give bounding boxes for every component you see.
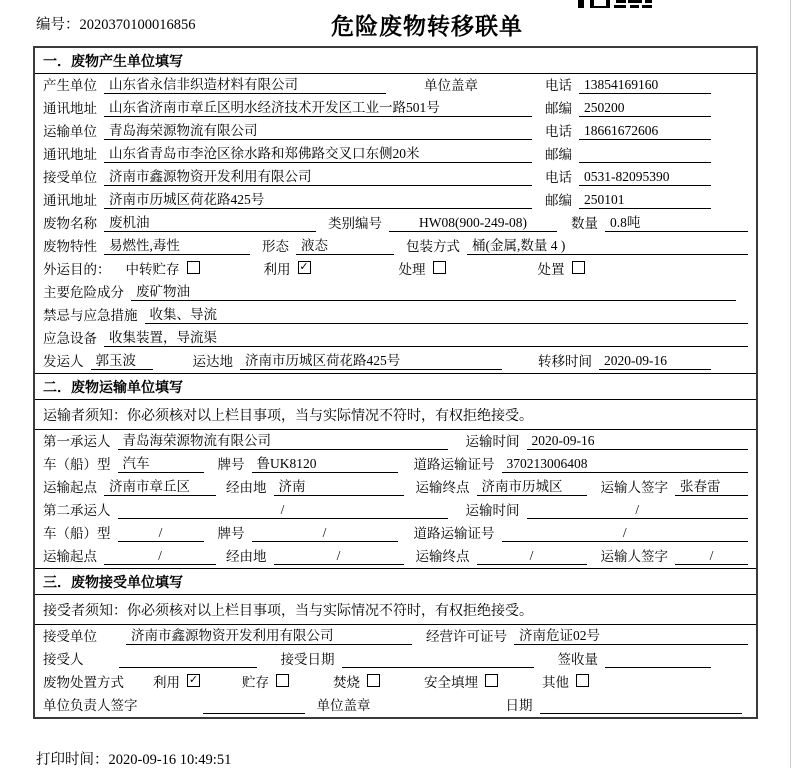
checkbox <box>187 261 200 274</box>
taboo-value: 收集、导流 <box>145 306 749 324</box>
section3-notice: 接受者须知：你必须核对以上栏目事项，当与实际情况不符时，有权拒绝接受。 <box>35 595 756 625</box>
acceptor-value <box>119 651 257 668</box>
vehicle2-label: 车（船）型 <box>43 526 111 541</box>
trait-label: 废物特性 <box>43 239 97 254</box>
hazard-value: 废矿物油 <box>131 283 736 301</box>
checkbox <box>187 674 200 687</box>
waste-name-label: 废物名称 <box>43 216 97 231</box>
transfer-time-label: 转移时间 <box>538 354 592 369</box>
disposal-option-other <box>542 671 589 691</box>
option-label: 中转贮存 <box>125 262 180 277</box>
transport-time1-label: 运输时间 <box>465 434 520 449</box>
category-value: HW08(900-249-08) <box>389 214 557 232</box>
option-label: 利用 <box>153 675 180 690</box>
checkmark: ✓ <box>188 673 199 686</box>
receiver-address-value: 济南市历城区荷花路425号 <box>104 191 532 209</box>
receiver-unit-value: 济南市鑫源物资开发利用有限公司 <box>104 168 532 186</box>
section3-title: 三．废物接受单位填写 <box>35 568 756 595</box>
via2-value: / <box>274 547 404 565</box>
print-time-label: 打印时间： <box>36 752 109 768</box>
option-label: 其他 <box>542 675 569 690</box>
quantity-label: 数量 <box>571 216 598 231</box>
field-row-waste-trait <box>35 235 756 258</box>
via1-value: 济南 <box>274 478 404 496</box>
plate2-label: 牌号 <box>217 526 245 541</box>
producer-unit-label: 产生单位 <box>43 78 97 93</box>
page-title: 危险废物转移联单 <box>331 13 523 39</box>
section2-title: 二．废物运输单位填写 <box>35 373 756 400</box>
receiver-phone-value: 0531-82095390 <box>579 168 711 186</box>
vehicle1-value: 汽车 <box>118 455 204 473</box>
document-header <box>0 0 796 44</box>
print-time-value: 2020-09-16 10:49:51 <box>108 752 232 768</box>
transport-time2-label: 运输时间 <box>465 503 520 518</box>
disposal-option-landfill <box>424 671 498 691</box>
option-label: 处理 <box>398 262 426 277</box>
receiver-zip-value: 250101 <box>579 191 711 209</box>
transport-time2-value: / <box>527 501 749 519</box>
checkbox <box>572 261 585 274</box>
trait-value: 易燃性,毒性 <box>104 237 250 255</box>
transporter-unit-label: 运输单位 <box>43 124 97 139</box>
producer-phone-value: 13854169160 <box>579 76 711 94</box>
end2-value: / <box>477 547 587 565</box>
field-row-carrier2 <box>35 499 756 522</box>
equipment-label: 应急设备 <box>43 331 97 346</box>
category-label: 类别编号 <box>328 216 382 231</box>
field-row-receiver-address <box>35 189 756 212</box>
qr-code-fragment-icon <box>578 0 652 9</box>
transporter-address-value: 山东省青岛市李沧区徐水路和郑佛路交叉口东侧20米 <box>104 145 532 163</box>
field-row-chief-sign <box>35 694 756 717</box>
producer-phone-label: 电话 <box>545 78 572 93</box>
taboo-label: 禁忌与应急措施 <box>43 308 138 323</box>
origin2-label: 运输起点 <box>43 549 97 564</box>
packing-label: 包装方式 <box>406 239 460 254</box>
producer-zip-label: 邮编 <box>545 101 572 116</box>
carrier2-value: / <box>118 501 448 519</box>
field-row-transporter-address <box>35 143 756 166</box>
producer-address-label: 通讯地址 <box>43 101 97 116</box>
receiver-address-label: 通讯地址 <box>43 193 97 208</box>
plate2-value: / <box>252 524 398 542</box>
checkbox <box>485 674 498 687</box>
receiver-unit-label: 接受单位 <box>43 170 97 185</box>
accept-date-value <box>342 651 534 668</box>
acceptor-label: 接受人 <box>43 652 84 667</box>
origin1-label: 运输起点 <box>43 480 97 495</box>
date-value <box>540 697 743 714</box>
transporter-unit-value: 青岛海荣源物流有限公司 <box>104 122 532 140</box>
producer-unit-value: 山东省永信非织造材料有限公司 <box>104 76 386 94</box>
purpose-label: 外运目的： <box>43 262 111 277</box>
field-row-hazard <box>35 281 756 304</box>
plate1-label: 牌号 <box>217 457 245 472</box>
transporter-zip-value <box>579 146 711 163</box>
waste-name-value: 废机油 <box>104 214 316 232</box>
sign2-value: / <box>675 547 748 565</box>
checkbox <box>276 674 289 687</box>
permit2-value: / <box>502 524 749 542</box>
print-time <box>36 748 231 768</box>
field-row-waste-name <box>35 212 756 235</box>
field-row-accept-unit <box>35 625 756 648</box>
checkbox <box>433 261 446 274</box>
serial-label: 编号： <box>36 17 80 33</box>
field-row-carrier1 <box>35 430 756 453</box>
date-label: 日期 <box>505 698 533 713</box>
receiver-zip-label: 邮编 <box>545 193 572 208</box>
producer-zip-value: 250200 <box>579 99 711 117</box>
serial-value: 2020370100016856 <box>79 17 196 33</box>
via1-label: 经由地 <box>226 480 267 495</box>
chief-sign-label: 单位负责人签字 <box>43 698 138 713</box>
carrier1-value: 青岛海荣源物流有限公司 <box>118 432 448 450</box>
field-row-vehicle2 <box>35 522 756 545</box>
amount-value <box>605 651 711 668</box>
checkbox <box>576 674 589 687</box>
permit2-label: 道路运输证号 <box>413 526 495 541</box>
end2-label: 运输终点 <box>415 549 470 564</box>
purpose-option-storage <box>126 258 200 278</box>
license-label: 经营许可证号 <box>426 629 507 644</box>
shipper-label: 发运人 <box>43 354 84 369</box>
option-label: 安全填埋 <box>424 675 478 690</box>
option-label: 处置 <box>537 262 565 277</box>
receiver-phone-label: 电话 <box>545 170 572 185</box>
quantity-value: 0.8吨 <box>605 214 748 232</box>
chief-sign-value <box>203 697 305 714</box>
form-value: 液态 <box>296 237 394 255</box>
end1-value: 济南市历城区 <box>477 478 587 496</box>
vehicle2-value: / <box>118 524 204 542</box>
accept-date-label: 接受日期 <box>280 652 335 667</box>
disposal-label: 废物处置方式 <box>43 675 124 690</box>
field-row-disposal <box>35 671 756 694</box>
transfer-time-value: 2020-09-16 <box>599 352 711 370</box>
disposal-option-burn <box>333 671 380 691</box>
section1-title: 一．废物产生单位填写 <box>35 48 756 74</box>
via2-label: 经由地 <box>226 549 267 564</box>
unit-seal-label: 单位盖章 <box>424 78 478 93</box>
field-row-purpose <box>35 258 756 281</box>
field-row-producer-address <box>35 97 756 120</box>
plate1-value: 鲁UK8120 <box>252 455 398 473</box>
option-label: 利用 <box>263 262 291 277</box>
disposal-option-storage <box>242 671 289 691</box>
manifest-form <box>33 46 758 719</box>
accept-unit-value: 济南市鑫源物资开发利用有限公司 <box>126 627 412 645</box>
purpose-option-dispose <box>538 258 585 278</box>
checkbox <box>367 674 380 687</box>
field-row-vehicle1 <box>35 453 756 476</box>
destination-label: 运达地 <box>192 354 233 369</box>
section2-notice: 运输者须知：你必须核对以上栏目事项，当与实际情况不符时，有权拒绝接受。 <box>35 400 756 430</box>
license-value: 济南危证02号 <box>514 627 748 645</box>
field-row-acceptor <box>35 648 756 671</box>
transporter-phone-label: 电话 <box>545 124 572 139</box>
permit1-value: 370213006408 <box>502 455 749 473</box>
amount-label: 签收量 <box>557 652 598 667</box>
purpose-option-treat <box>399 258 446 278</box>
serial-number <box>36 13 196 34</box>
transporter-zip-label: 邮编 <box>545 147 572 162</box>
origin2-value: / <box>104 547 216 565</box>
option-label: 焚烧 <box>333 675 360 690</box>
transporter-address-label: 通讯地址 <box>43 147 97 162</box>
checkmark: ✓ <box>299 260 309 273</box>
sign1-value: 张春雷 <box>675 478 748 496</box>
sign2-label: 运输人签字 <box>600 549 668 564</box>
form-label: 形态 <box>262 239 289 254</box>
checkbox <box>298 261 311 274</box>
permit1-label: 道路运输证号 <box>413 457 495 472</box>
equipment-value: 收集装置，导流渠 <box>104 329 748 347</box>
page-edge-line <box>790 0 791 768</box>
hazard-label: 主要危险成分 <box>43 285 124 300</box>
field-row-taboo <box>35 304 756 327</box>
disposal-option-use <box>153 671 200 691</box>
option-label: 贮存 <box>242 675 269 690</box>
field-row-producer <box>35 74 756 97</box>
producer-address-value: 山东省济南市章丘区明水经济技术开发区工业一路501号 <box>104 99 532 117</box>
vehicle1-label: 车（船）型 <box>43 457 111 472</box>
destination-value: 济南市历城区荷花路425号 <box>240 352 502 370</box>
packing-value: 桶(金属,数量 4 ) <box>467 237 748 255</box>
field-row-route2 <box>35 545 756 568</box>
end1-label: 运输终点 <box>415 480 470 495</box>
carrier1-label: 第一承运人 <box>43 434 111 449</box>
carrier2-label: 第二承运人 <box>43 503 111 518</box>
transport-time1-value: 2020-09-16 <box>527 432 749 450</box>
field-row-route1 <box>35 476 756 499</box>
field-row-receiver <box>35 166 756 189</box>
purpose-option-use <box>264 258 311 278</box>
sign1-label: 运输人签字 <box>600 480 668 495</box>
transporter-phone-value: 18661672606 <box>579 122 711 140</box>
unit-seal2-label: 单位盖章 <box>316 698 371 713</box>
field-row-transporter <box>35 120 756 143</box>
shipper-value: 郭玉波 <box>91 352 153 370</box>
origin1-value: 济南市章丘区 <box>104 478 216 496</box>
field-row-shipper <box>35 350 756 373</box>
accept-unit-label: 接受单位 <box>43 629 97 644</box>
field-row-equipment <box>35 327 756 350</box>
